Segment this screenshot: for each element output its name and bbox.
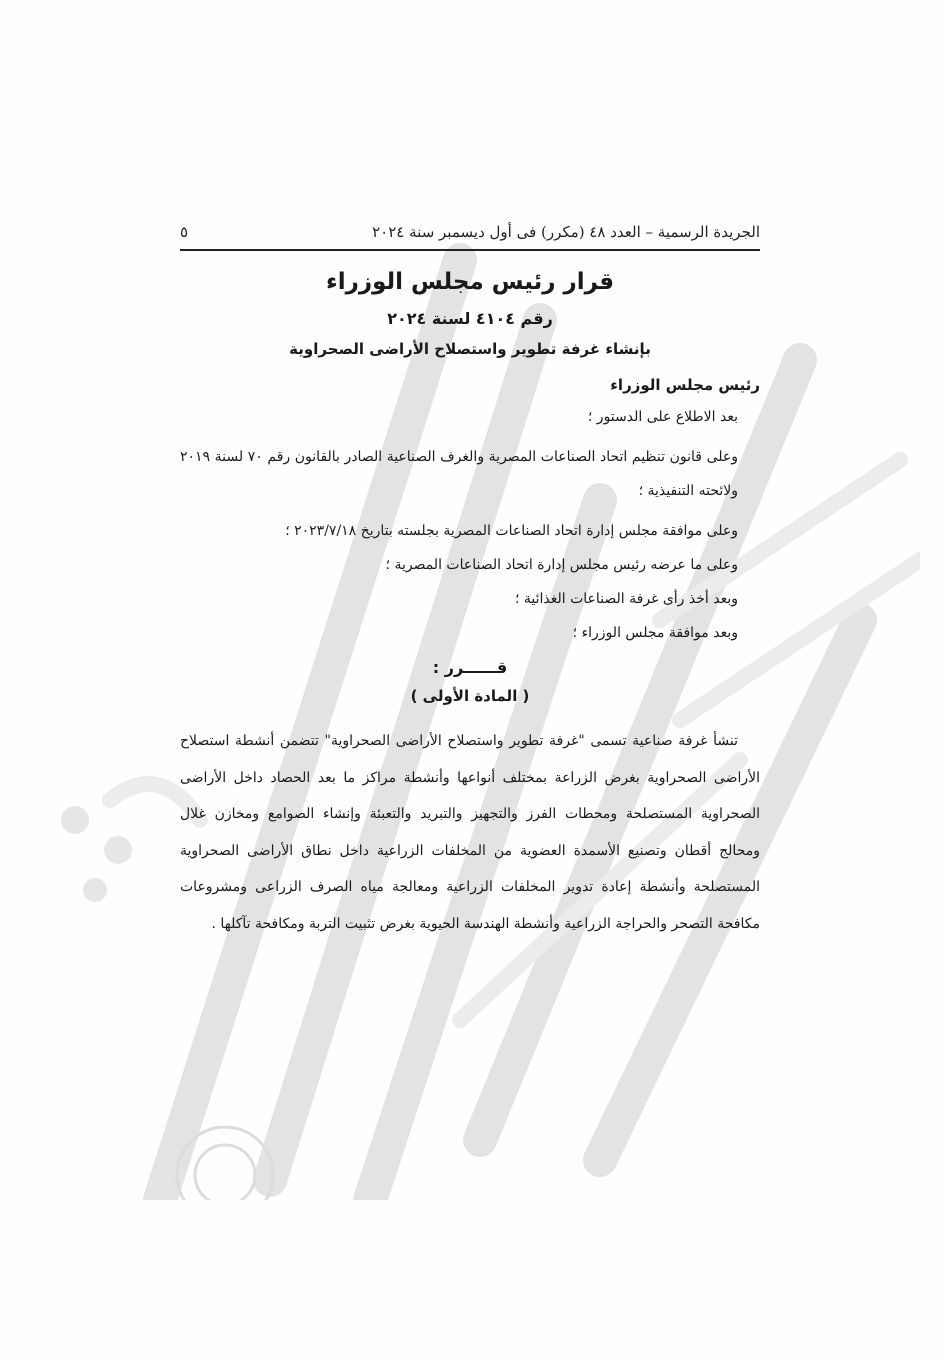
preamble-item: وعلى موافقة مجلس إدارة اتحاد الصناعات المصرية بجلسته بتاريخ ٢٠٢٣/٧/١٨ ؛ xyxy=(285,523,738,539)
document-body xyxy=(180,215,760,942)
preamble-item: وعلى قانون تنظيم اتحاد الصناعات المصرية والغرف الصناعية الصادر بالقانون رقم ٧٠ لسنة ٢٠١٩ ولائحته التنفيذية ؛ xyxy=(180,449,738,499)
article-1-text: تنشأ غرفة صناعية تسمى "غرفة تطوير واستصلاح الأراضى الصحراوية" تتضمن أنشطة استصلاح الأراضى الصحراوية بغرض الزراعة بمختلف أنواعها وأنشطة مراكز ما بعد الحصاد داخل الأراضى الصحراوية المستصلحة ومحطات الفرز والتجهيز والتبريد والتعبئة وإنشاء الصوامع ومخازن غلال ومحالج أقطان وتصنيع الأسمدة العضوية من المخلفات الزراعية داخل نطاق الأراضى الصحراوية المستصلحة وأنشطة إعادة تدوير المخلفات الزراعية ومعالجة مياه الصرف الزراعى ومشروعات مكافحة التصحر والحراجة الزراعية وأنشطة الهندسة الحيوية بغرض تثبيت التربة ومكافحة تآكلها . xyxy=(180,733,760,932)
issuer-heading: رئيس مجلس الوزراء xyxy=(610,376,760,394)
preamble-item: وعلى ما عرضه رئيس مجلس إدارة اتحاد الصناعات المصرية ؛ xyxy=(385,557,738,573)
gazette-header xyxy=(180,215,760,251)
decree-title: قرار رئيس مجلس الوزراء xyxy=(325,269,615,295)
preamble-item: بعد الاطلاع على الدستور ؛ xyxy=(587,409,738,425)
decree-number: رقم ٤١٠٤ لسنة ٢٠٢٤ xyxy=(387,309,553,328)
decided-label: قــــــرر : xyxy=(432,658,508,677)
preamble-item: وبعد أخذ رأى غرفة الصناعات الغذائية ؛ xyxy=(514,591,738,607)
article-1-title: ( المادة الأولى ) xyxy=(410,687,530,705)
gazette-issue-line: الجريدة الرسمية – العدد ٤٨ (مكرر) فى أول ديسمبر سنة ٢٠٢٤ xyxy=(372,223,760,241)
preamble-item: وبعد موافقة مجلس الوزراء ؛ xyxy=(572,625,738,641)
decree-subject: بإنشاء غرفة تطوير واستصلاح الأراضى الصحراوية xyxy=(289,340,651,358)
page-number: ٥ xyxy=(180,223,189,241)
